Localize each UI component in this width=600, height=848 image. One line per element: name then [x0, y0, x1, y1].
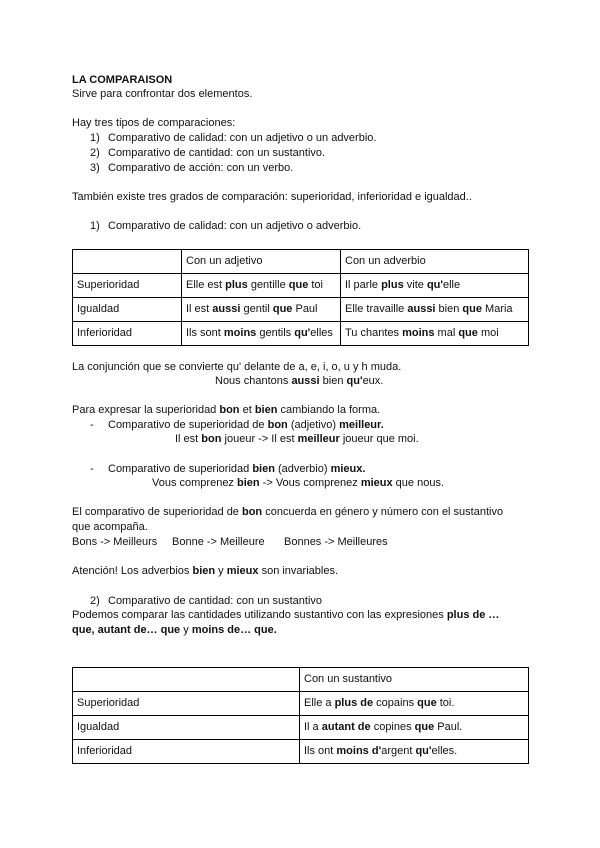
table-header-cell [73, 250, 182, 274]
quantity-intro: Podemos comparar las cantidades utilizando sustantivo con las expresiones plus de … [72, 609, 500, 621]
table-row [73, 692, 529, 716]
row-label: Inferioridad [73, 322, 182, 346]
types-list-item-text: Comparativo de acción: con un verbo. [108, 162, 294, 174]
row-label: Igualdad [73, 298, 182, 322]
noun-example: Elle a plus de copains que toi. [300, 692, 529, 716]
conjunction-example: Nous chantons aussi bien qu'eux. [215, 375, 384, 387]
adjective-example: Elle est plus gentille que toi [182, 274, 341, 298]
attention-note: Atención! Los adverbios bien y mieux son invariables. [72, 565, 339, 577]
bullet-dash: - [90, 419, 94, 431]
superiority-intro: Para expresar la superioridad bon et bien cambiando la forma. [72, 404, 381, 416]
adverb-example: Il parle plus vite qu'elle [341, 274, 529, 298]
table-header-row [73, 668, 529, 692]
row-label: Superioridad [73, 692, 300, 716]
adjective-example: Ils sont moins gentils qu'elles [182, 322, 341, 346]
quantity-intro-cont: que, autant de… que y moins de… que. [72, 624, 277, 636]
types-list-item: 1) [90, 132, 100, 144]
table-header-row [73, 250, 529, 274]
agreement-note: El comparativo de superioridad de bon concuerda en género y número con el sustantivo [72, 506, 504, 518]
row-label: Inferioridad [73, 740, 300, 764]
types-list-item: 2) [90, 147, 100, 159]
intro-text: Sirve para confrontar dos elementos. [72, 88, 253, 100]
row-label: Superioridad [73, 274, 182, 298]
table-header-cell: Con un adverbio [341, 250, 529, 274]
table-header-cell [73, 668, 300, 692]
types-list-item: 3) [90, 162, 100, 174]
noun-example: Il a autant de copines que Paul. [300, 716, 529, 740]
bon-form-fem: Bonne -> Meilleure [172, 536, 265, 548]
table-row [73, 322, 529, 346]
bullet-dash: - [90, 463, 94, 475]
quality-comparison-table [72, 249, 529, 346]
noun-example: Ils ont moins d'argent qu'elles. [300, 740, 529, 764]
types-list-item-text: Comparativo de cantidad: con un sustantivo. [108, 147, 326, 159]
section1-heading: Comparativo de calidad: con un adjetivo o adverbio. [108, 220, 362, 232]
table-header-cell: Con un adjetivo [182, 250, 341, 274]
types-heading: Hay tres tipos de comparaciones: [72, 117, 236, 129]
table-header-cell: Con un sustantivo [300, 668, 529, 692]
page-title: LA COMPARAISON [72, 74, 173, 86]
quantity-comparison-table [72, 667, 529, 764]
adjective-example: Il est aussi gentil que Paul [182, 298, 341, 322]
bullet-bien: Comparativo de superioridad bien (adverbio) mieux. [108, 463, 366, 475]
row-label: Igualdad [73, 716, 300, 740]
bullet-bon: Comparativo de superioridad de bon (adjetivo) meilleur. [108, 419, 384, 431]
table-row [73, 274, 529, 298]
bon-form-fem-plural: Bonnes -> Meilleures [284, 536, 388, 548]
conjunction-note: La conjunción que se convierte qu' delante de a, e, i, o, u y h muda. [72, 361, 402, 373]
table-row [73, 740, 529, 764]
agreement-note-cont: que acompaña. [72, 521, 148, 533]
adverb-example: Elle travaille aussi bien que Maria [341, 298, 529, 322]
section2-number: 2) [90, 595, 100, 607]
bullet-bon-example: Il est bon joueur -> Il est meilleur joueur que moi. [175, 433, 419, 445]
adverb-example: Tu chantes moins mal que moi [341, 322, 529, 346]
section2-heading: Comparativo de cantidad: con un sustantivo [108, 595, 323, 607]
table-row [73, 716, 529, 740]
types-list-item-text: Comparativo de calidad: con un adjetivo o un adverbio. [108, 132, 377, 144]
section1-number: 1) [90, 220, 100, 232]
bon-form-masc-plural: Bons -> Meilleurs [72, 536, 158, 548]
grades-text: También existe tres grados de comparación: superioridad, inferioridad e igualdad.. [72, 191, 472, 203]
bullet-bien-example: Vous comprenez bien -> Vous comprenez mieux que nous. [152, 477, 444, 489]
table-row [73, 298, 529, 322]
